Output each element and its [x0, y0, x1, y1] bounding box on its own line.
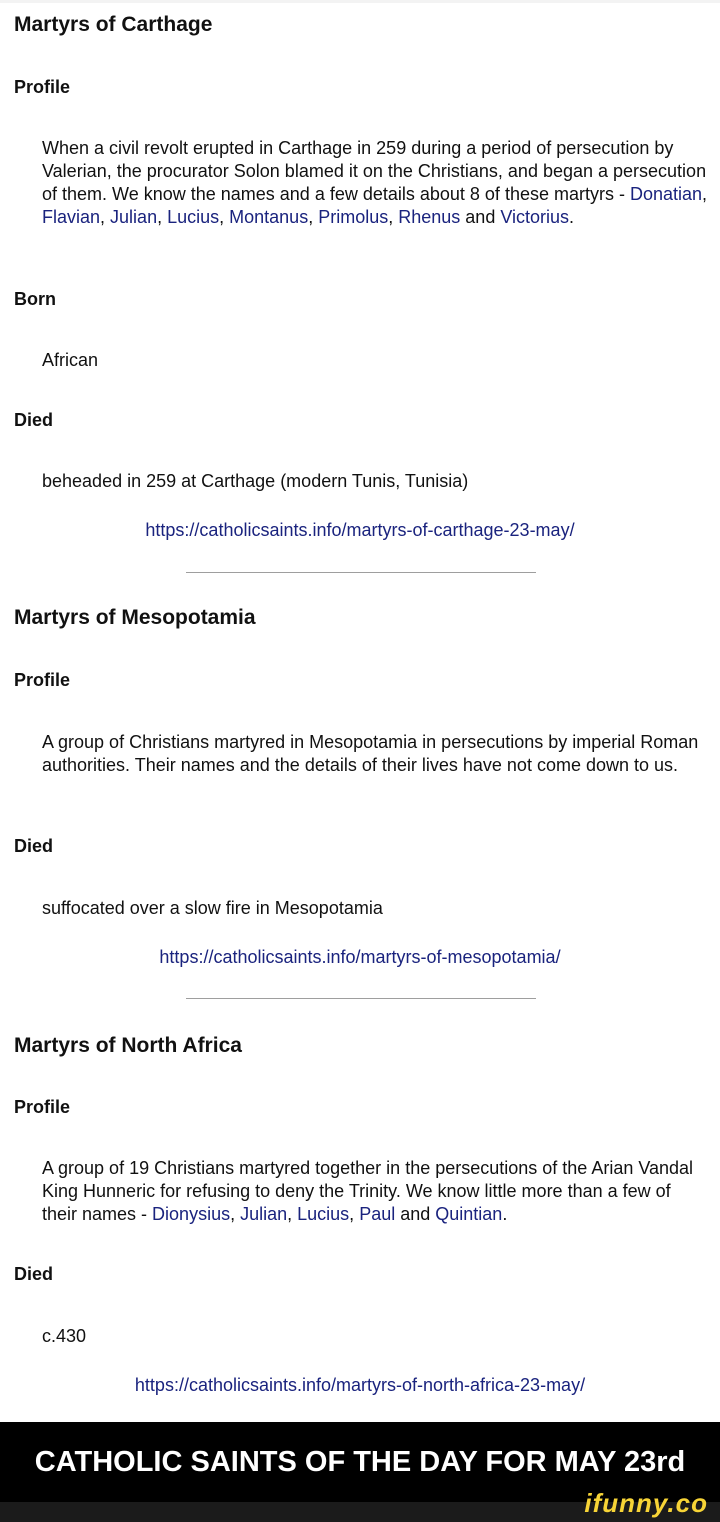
died-label-north-africa: Died — [14, 1264, 54, 1284]
name-link[interactable]: Paul — [359, 1204, 396, 1224]
name-link[interactable]: Julian — [240, 1204, 288, 1224]
died-label-carthage: Died — [14, 410, 54, 430]
profile-text-mesopotamia: A group of Christians martyred in Mesopotamia in persecutions by imperial Roman authorities. Their names and the details of their lives have not come down to us. — [42, 732, 699, 775]
profile-label-mesopotamia: Profile — [14, 670, 71, 690]
section-title-carthage: Martyrs of Carthage — [14, 13, 213, 36]
name-link[interactable]: Rhenus — [398, 207, 461, 227]
name-link[interactable]: Flavian — [42, 207, 101, 227]
profile-label-north-africa: Profile — [14, 1097, 71, 1117]
died-label-mesopotamia: Died — [14, 836, 54, 856]
name-link[interactable]: Lucius — [297, 1204, 350, 1224]
ifunny-logo: ifunny.co — [584, 1488, 708, 1518]
died-text-carthage: beheaded in 259 at Carthage (modern Tunis, Tunisia) — [42, 471, 469, 491]
section-title-mesopotamia: Martyrs of Mesopotamia — [14, 606, 256, 629]
source-link-mesopotamia[interactable]: https://catholicsaints.info/martyrs-of-mesopotamia/ — [159, 947, 561, 967]
name-link[interactable]: Victorius — [500, 207, 570, 227]
name-link[interactable]: Julian — [110, 207, 158, 227]
profile-text-north-africa: A group of 19 Christians martyred together in the persecutions of the Arian Vandal King Hunneric for refusing to deny the Trinity. We know little more than a few of their names - Dionysius, Julian, Lucius, Paul and Quintian. — [42, 1158, 694, 1224]
name-link[interactable]: Primolus — [318, 207, 389, 227]
top-divider — [0, 0, 720, 3]
section-divider — [186, 998, 536, 999]
profile-text-carthage: When a civil revolt erupted in Carthage in 259 during a period of persecution by Valerian, the procurator Solon blamed it on the Christians, and began a persecution of them. We know the names and a few details about 8 of these martyrs - Donatian, Flavian, Julian, Lucius, Montanus, Primolus, Rhenus and Victorius. — [42, 138, 708, 227]
name-link[interactable]: Dionysius — [152, 1204, 231, 1224]
profile-label-carthage: Profile — [14, 77, 71, 97]
born-text-carthage: African — [42, 350, 99, 370]
source-link-carthage[interactable]: https://catholicsaints.info/martyrs-of-carthage-23-may/ — [145, 520, 575, 540]
died-text-north-africa: c.430 — [42, 1326, 87, 1346]
died-text-mesopotamia: suffocated over a slow fire in Mesopotamia — [42, 898, 383, 918]
name-link[interactable]: Montanus — [229, 207, 309, 227]
section-divider — [186, 572, 536, 573]
name-link[interactable]: Donatian — [629, 184, 703, 204]
source-link-north-africa[interactable]: https://catholicsaints.info/martyrs-of-north-africa-23-may/ — [134, 1375, 586, 1395]
born-label-carthage: Born — [14, 289, 56, 309]
watermark-bar — [0, 1488, 720, 1522]
name-link[interactable]: Quintian — [435, 1204, 503, 1224]
section-title-north-africa: Martyrs of North Africa — [14, 1034, 242, 1057]
name-link[interactable]: Lucius — [167, 207, 220, 227]
caption-banner: CATHOLIC SAINTS OF THE DAY FOR MAY 23rd — [0, 1422, 720, 1502]
